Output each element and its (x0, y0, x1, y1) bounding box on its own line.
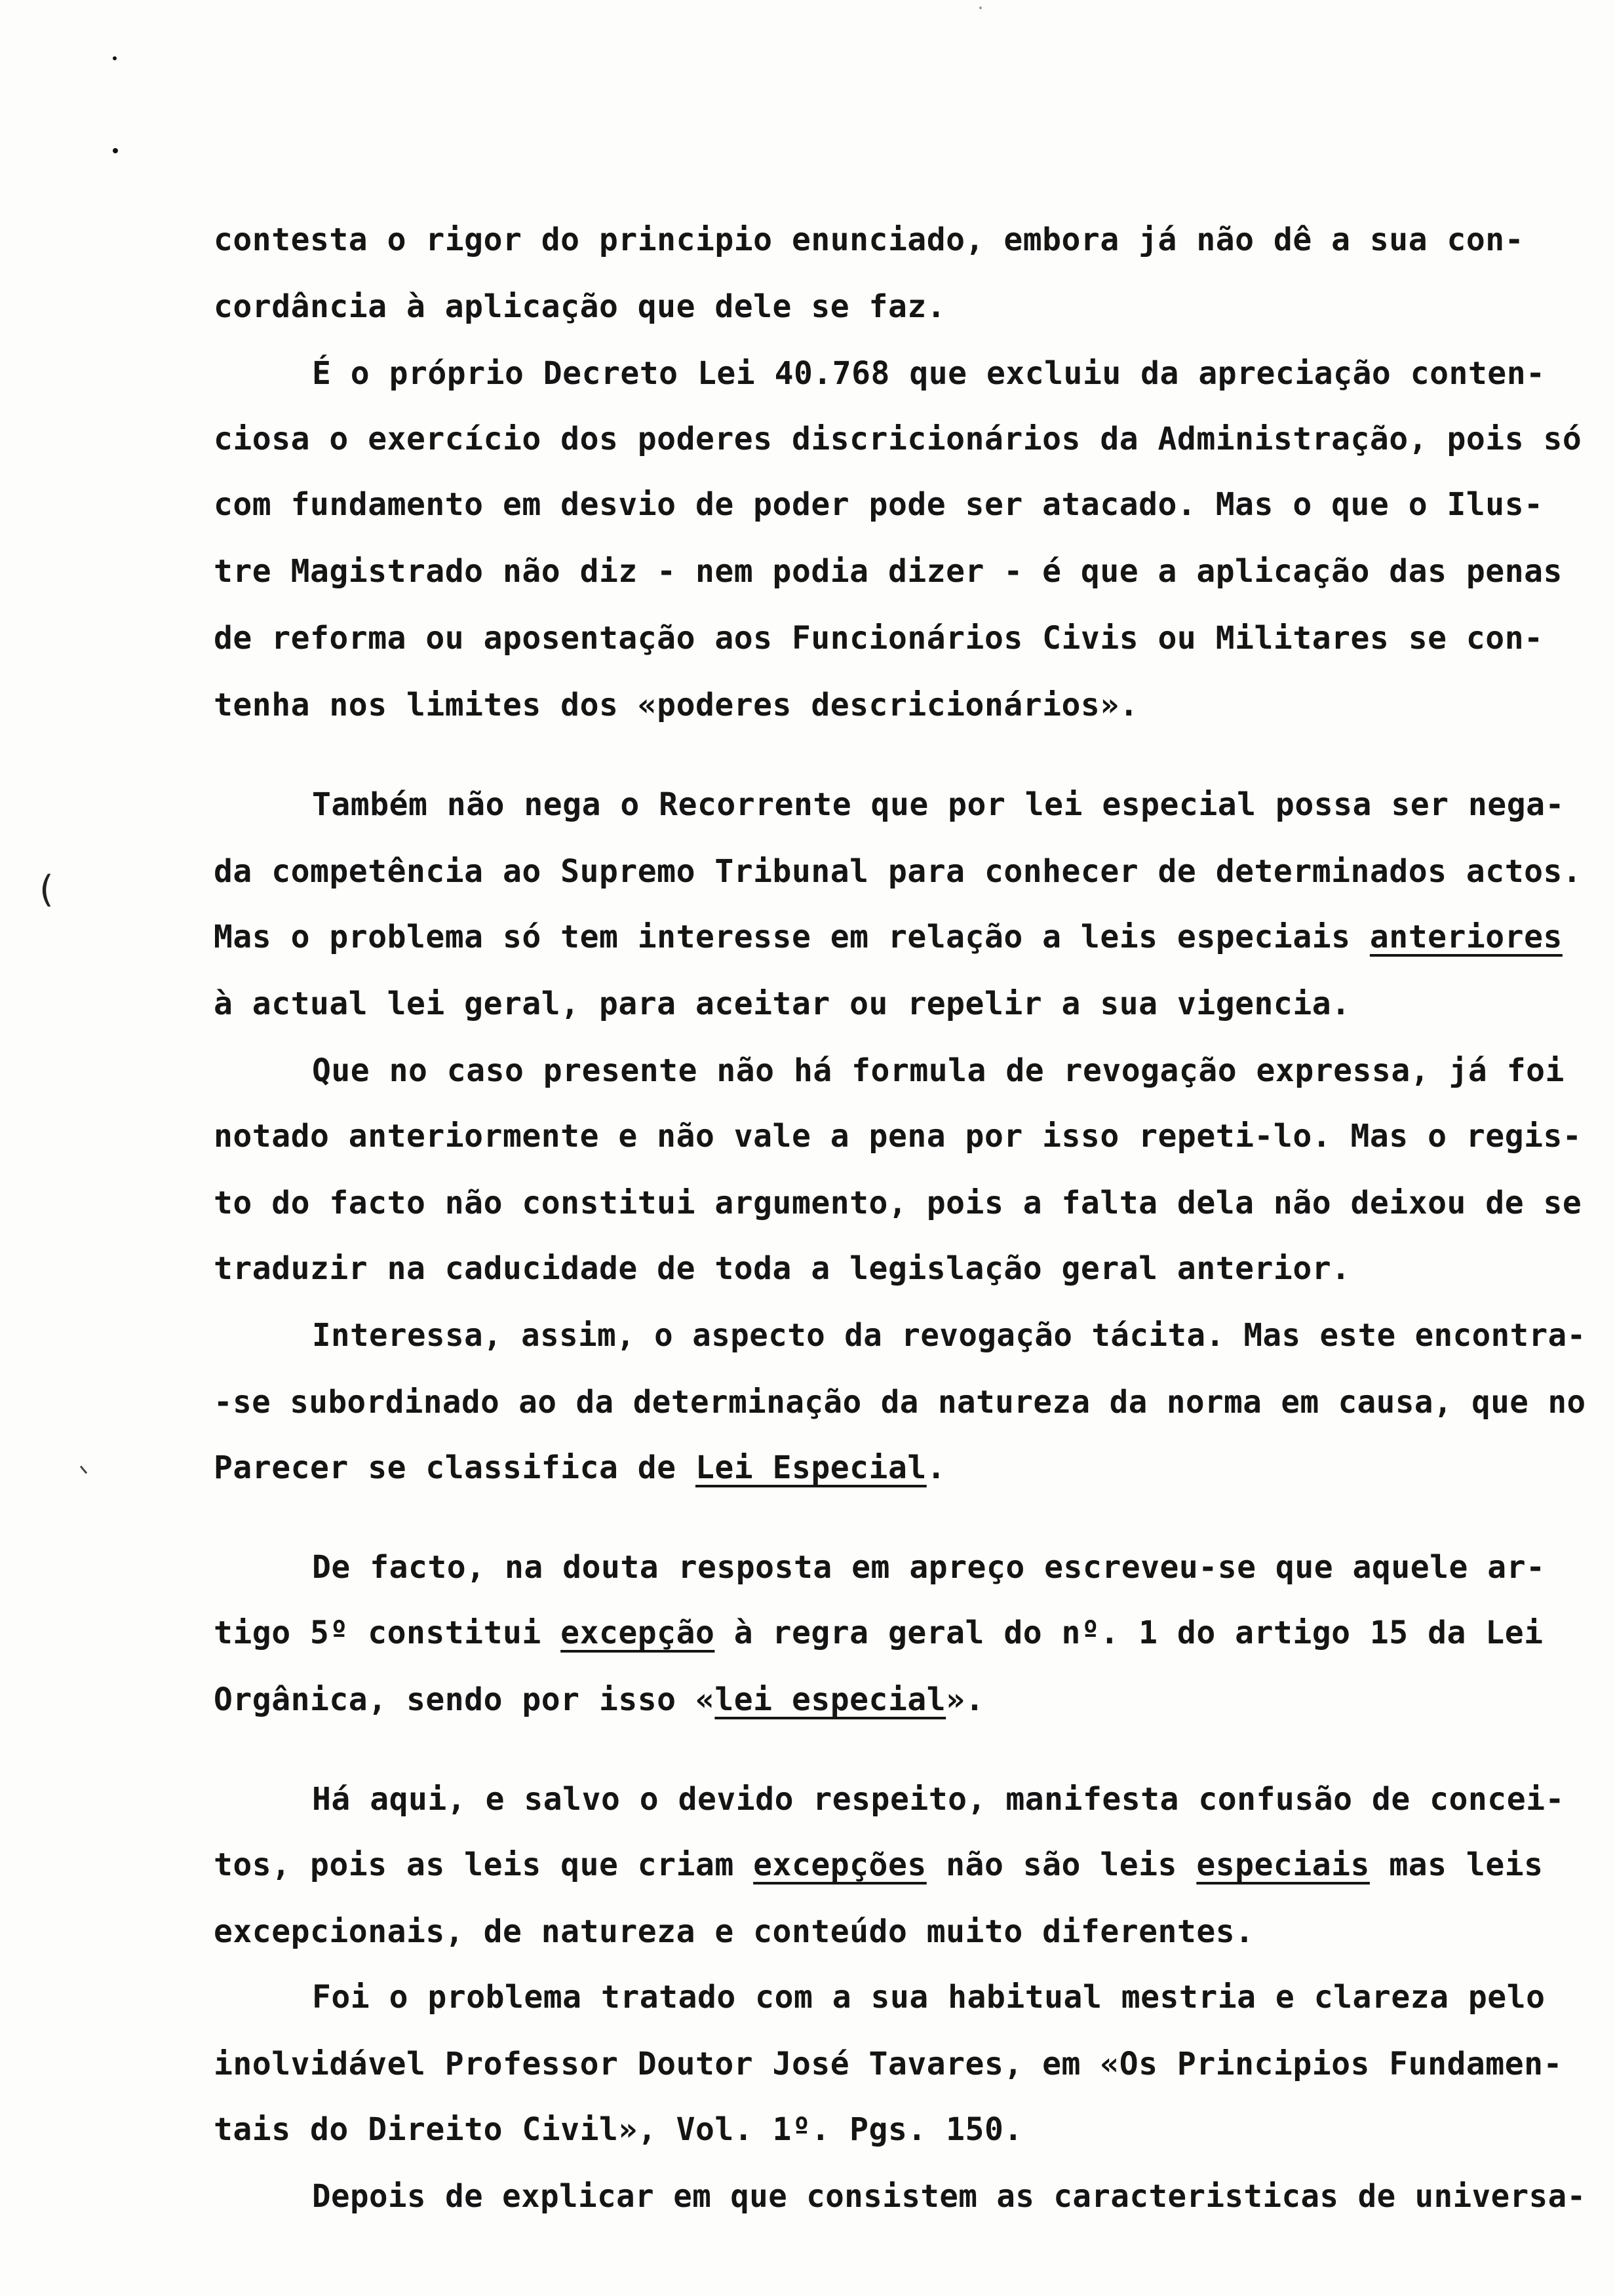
text-segment: contesta o rigor do principio enunciado, embora já não dê a sua con- (214, 221, 1525, 258)
text-line (214, 917, 1563, 957)
text-line (214, 1845, 1544, 1885)
text-segment: tenha nos limites dos «poderes descricionários». (214, 687, 1139, 723)
text-line (214, 1912, 1255, 1951)
underlined-term: lei especial (714, 1681, 946, 1718)
text-line (214, 485, 1544, 524)
text-line (214, 852, 1582, 891)
text-segment: traduzir na caducidade de toda a legislação geral anterior. (214, 1250, 1351, 1287)
text-line (312, 1780, 1565, 1819)
text-line (214, 619, 1544, 658)
text-line (214, 1613, 1544, 1653)
underlined-term: Lei Especial (695, 1449, 927, 1486)
text-line (312, 2177, 1586, 2216)
text-line (312, 1316, 1586, 1355)
text-line (214, 287, 946, 326)
text-segment: É o próprio Decreto Lei 40.768 que excluiu da apreciação conten- (312, 355, 1546, 392)
text-segment: ». (946, 1681, 984, 1718)
text-segment: tais do Direito Civil», Vol. 1º. Pgs. 150. (214, 2111, 1023, 2148)
text-segment: . (926, 1449, 946, 1486)
text-segment: inolvidável Professor Doutor José Tavares, em «Os Principios Fundamen- (214, 2046, 1563, 2082)
text-segment: Que no caso presente não há formula de revogação expressa, já foi (312, 1052, 1565, 1089)
text-segment: to do facto não constitui argumento, pois a falta dela não deixou de se (214, 1185, 1582, 1221)
text-segment: De facto, na douta resposta em apreço escreveu-se que aquele ar- (312, 1549, 1546, 1586)
text-segment: à regra geral do nº. 1 do artigo 15 da Lei (714, 1615, 1544, 1651)
text-line (214, 1117, 1582, 1156)
text-segment: com fundamento em desvio de poder pode ser atacado. Mas o que o Ilus- (214, 486, 1544, 523)
text-segment: tigo 5º constitui (214, 1615, 561, 1651)
text-line (214, 1183, 1582, 1223)
text-line (214, 552, 1563, 591)
text-line (214, 685, 1138, 725)
text-line (312, 354, 1546, 393)
top-edge-speck (979, 7, 982, 9)
text-segment: da competência ao Supremo Tribunal para conhecer de determinados actos. (214, 853, 1582, 890)
underlined-term: excepção (560, 1615, 715, 1651)
text-segment: cordância à aplicação que dele se faz. (214, 288, 946, 325)
text-segment: Orgânica, sendo por isso « (214, 1681, 715, 1718)
margin-tick (80, 1466, 87, 1474)
text-segment: Interessa, assim, o aspecto da revogação tácita. Mas este encontra- (312, 1317, 1586, 1354)
underlined-term: anteriores (1369, 919, 1563, 955)
text-line (312, 1548, 1546, 1587)
text-segment: Foi o problema tratado com a sua habitual mestria e clareza pelo (312, 1979, 1546, 2016)
margin-dot-top (113, 56, 117, 60)
text-segment: não são leis (926, 1846, 1197, 1883)
text-segment: à actual lei geral, para aceitar ou repelir a sua vigencia. (214, 985, 1351, 1022)
text-line (214, 984, 1351, 1024)
text-segment: mas leis (1369, 1846, 1544, 1883)
margin-dot-second (113, 148, 118, 153)
text-segment: excepcionais, de natureza e conteúdo muito diferentes. (214, 1913, 1255, 1950)
text-line (214, 1680, 984, 1719)
underlined-term: excepções (753, 1846, 927, 1883)
text-segment: de reforma ou aposentação aos Funcionários Civis ou Militares se con- (214, 620, 1544, 657)
text-segment: Há aqui, e salvo o devido respeito, manifesta confusão de concei- (312, 1781, 1565, 1818)
text-line (214, 419, 1582, 459)
text-segment: Parecer se classifica de (214, 1449, 695, 1486)
text-segment: Também não nega o Recorrente que por lei especial possa ser nega- (312, 786, 1565, 823)
text-line (214, 2044, 1563, 2084)
text-segment: notado anteriormente e não vale a pena por isso repeti-lo. Mas o regis- (214, 1118, 1582, 1155)
text-line (214, 1383, 1586, 1422)
text-line (312, 1051, 1565, 1090)
text-segment: tre Magistrado não diz - nem podia dizer - é que a aplicação das penas (214, 553, 1563, 590)
text-segment: ciosa o exercício dos poderes discricionários da Administração, pois só (214, 421, 1582, 457)
text-line (312, 785, 1565, 824)
text-segment: Depois de explicar em que consistem as caracteristicas de universa- (312, 2178, 1586, 2215)
margin-parenthesis: ( (39, 868, 54, 911)
text-segment: Mas o problema só tem interesse em relação a leis especiais (214, 919, 1370, 955)
text-line (214, 1448, 946, 1487)
underlined-term: especiais (1196, 1846, 1370, 1883)
text-line (214, 220, 1524, 259)
text-line (214, 2110, 1023, 2149)
text-line (214, 1249, 1351, 1288)
text-segment: -se subordinado ao da determinação da natureza da norma em causa, que no (214, 1384, 1586, 1421)
text-segment: tos, pois as leis que criam (214, 1846, 754, 1883)
text-line (312, 1978, 1546, 2017)
